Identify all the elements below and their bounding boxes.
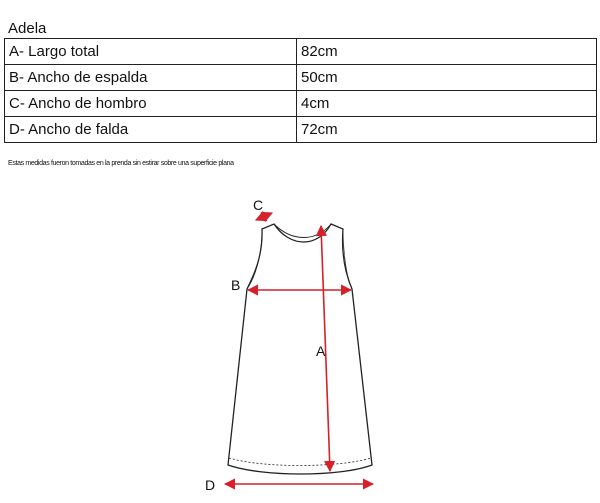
hem-stitching: [229, 458, 371, 466]
label-a: A: [316, 343, 326, 359]
measurement-value: 50cm: [297, 65, 597, 91]
measurement-arrows: [225, 213, 373, 484]
dress-outline: [228, 224, 372, 474]
measurement-note: Estas medidas fueron tomadas en la prenda sin estirar sobre una superficie plana: [8, 160, 234, 167]
arrow-c: [256, 213, 272, 220]
product-title: Adela: [8, 20, 47, 37]
label-d: D: [205, 477, 216, 493]
measurement-value: 4cm: [297, 91, 597, 117]
measurement-label: D- Ancho de falda: [5, 117, 297, 143]
measurement-value: 72cm: [297, 117, 597, 143]
label-b: B: [231, 277, 241, 293]
dress-body: [228, 224, 372, 474]
measurement-label: A- Largo total: [5, 39, 297, 65]
measurement-label: B- Ancho de espalda: [5, 65, 297, 91]
measurement-label: C- Ancho de hombro: [5, 91, 297, 117]
armhole-left: [247, 233, 262, 289]
measurement-value: 82cm: [297, 39, 597, 65]
label-c: C: [253, 197, 264, 213]
